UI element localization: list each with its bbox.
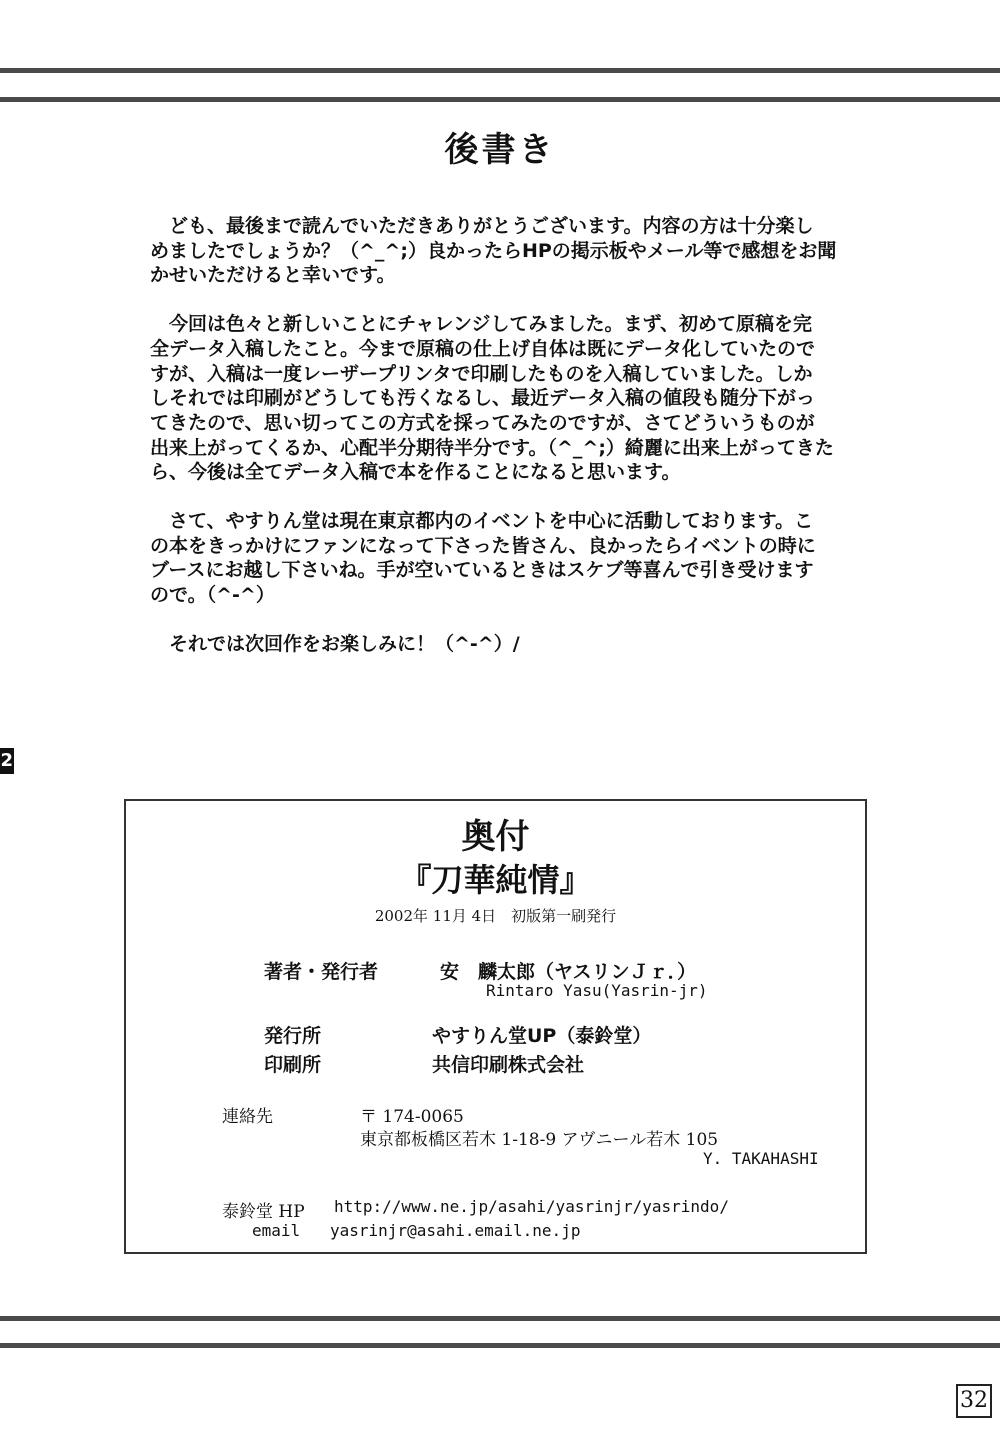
author-label: 著者・発行者 bbox=[264, 961, 379, 983]
page-number: 32 bbox=[956, 1384, 992, 1418]
author-romaji: Rintaro Yasu(Yasrin-jr) bbox=[486, 981, 708, 1000]
publisher-label: 発行所 bbox=[264, 1025, 322, 1047]
author-value: 安 麟太郎（ヤスリンＪｒ．） bbox=[440, 961, 697, 983]
hp-url-link[interactable]: http://www.ne.jp/asahi/yasrinjr/yasrindo/ bbox=[334, 1197, 729, 1216]
bottom-border-line bbox=[0, 1316, 1000, 1321]
top-border-line bbox=[0, 97, 1000, 102]
page-title: 後書き bbox=[444, 130, 556, 170]
contact-label: 連絡先 bbox=[222, 1107, 273, 1127]
afterword-body bbox=[150, 214, 850, 657]
colophon-box bbox=[124, 799, 867, 1254]
hp-label: 泰鈴堂 HP bbox=[222, 1202, 305, 1222]
bottom-border-line bbox=[0, 1343, 1000, 1348]
paragraph: さて、やすりん堂は現在東京都内のイベントを中心に活動しております。こ の本をきっかけにファンになって下さった皆さん、良かったらイベントの時に ブースにお越し下さいね。手が空いているときはスケブ等喜んで引き受けます ので。（^-^） bbox=[150, 510, 816, 607]
printer-label: 印刷所 bbox=[264, 1054, 322, 1076]
publication-date: 2002年 11月 4日 初版第一刷発行 bbox=[374, 907, 617, 925]
contact-name: Y. TAKAHASHI bbox=[703, 1149, 819, 1168]
paragraph: 今回は色々と新しいことにチャレンジしてみました。まず、初めて原稿を完 全データ入稿したこと。今まで原稿の仕上げ自体は既にデータ化していたので すが、入稿は一度レーザープリンタで印刷したものを入稿していました。しか しそれでは印刷がどうしても汚くなるし、最近データ入稿の値段も随分下がっ てきたので、思い切ってこの方式を採ってみたのですが、さてどういうものが 出来上がってくるか、心配半分期待半分です。（^_^;）綺麗に出来上がってきた ら、今後は全てデータ入稿で本を作ることになると思います。 bbox=[150, 313, 834, 484]
side-page-tab: 2 bbox=[0, 748, 14, 774]
postal-code: 〒 174-0065 bbox=[360, 1107, 464, 1127]
printer-value: 共信印刷株式会社 bbox=[432, 1054, 585, 1076]
book-title: 『刀華純情』 bbox=[399, 861, 592, 899]
publisher-value: やすりん堂UP（泰鈴堂） bbox=[432, 1025, 652, 1047]
paragraph: ども、最後まで読んでいただきありがとうございます。内容の方は十分楽し めましたでしょうか？（^_^;）良かったらHPの掲示板やメール等で感想をお聞 かせいただけると幸いです。 bbox=[150, 215, 837, 287]
email-link[interactable]: yasrinjr@asahi.email.ne.jp bbox=[330, 1221, 581, 1240]
address: 東京都板橋区若木 1-18-9 アヴニール若木 105 bbox=[360, 1130, 719, 1150]
top-border-line bbox=[0, 68, 1000, 73]
paragraph: それでは次回作をお楽しみに！（^-^）/ bbox=[169, 632, 520, 655]
email-label: email bbox=[252, 1221, 301, 1240]
colophon-heading: 奥付 bbox=[461, 817, 530, 857]
